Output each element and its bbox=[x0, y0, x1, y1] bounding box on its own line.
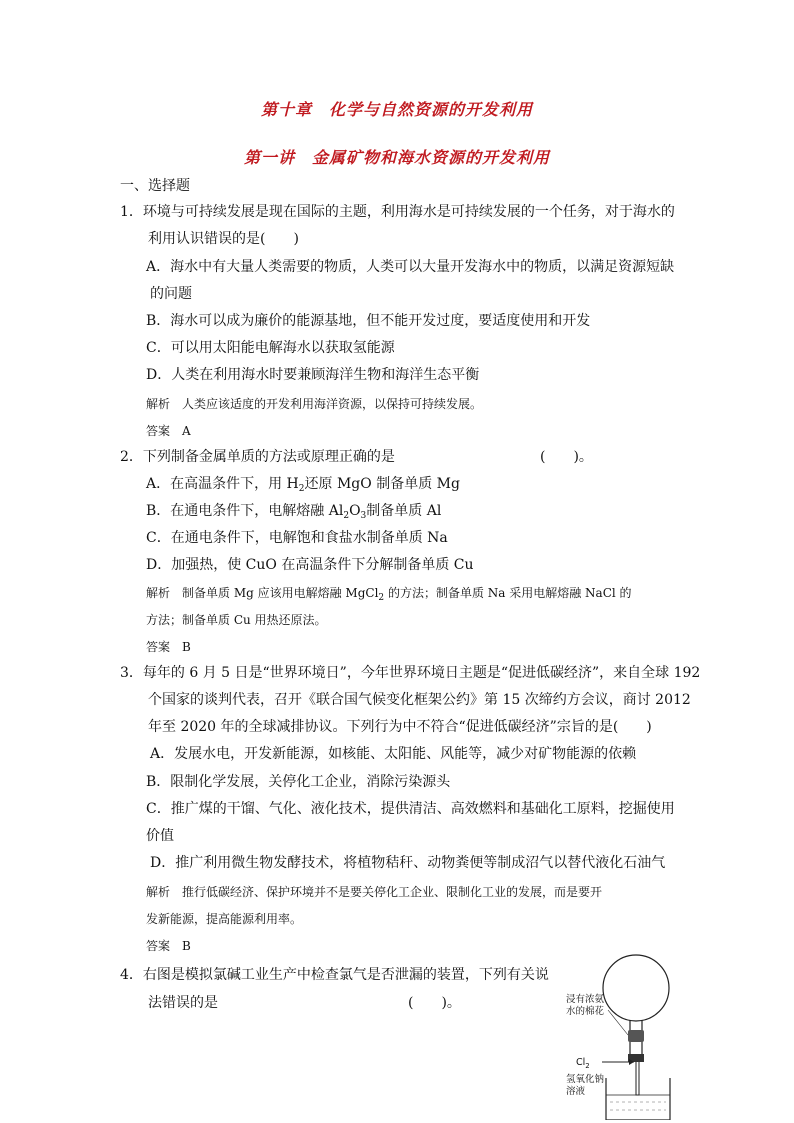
q3-option-c-line1: C．推广煤的干馏、气化、液化技术，提供清洁、高效燃料和基础化工原料，挖掘使用 bbox=[146, 801, 675, 817]
q2-analysis-sub: 2 bbox=[378, 593, 385, 603]
label-cotton-line2: 水的棉花 bbox=[566, 1006, 605, 1017]
q2-option-b-post: 制备单质 Al bbox=[366, 503, 442, 519]
q2-option-c: C．在通电条件下，电解饱和食盐水制备单质 Na bbox=[146, 530, 448, 546]
q2-option-a-post: 还原 MgO 制备单质 Mg bbox=[304, 476, 460, 492]
label-cl2-sub: 2 bbox=[585, 1062, 590, 1070]
label-cl2 bbox=[576, 1057, 590, 1070]
q3-stem-line2: 个国家的谈判代表，召开《联合国气候变化框架公约》第 15 次缔约方会议，商讨 2012 bbox=[148, 692, 691, 708]
q2-option-b bbox=[146, 502, 441, 520]
q1-answer: 答案 A bbox=[146, 424, 191, 438]
q2-analysis-pre: 解析 制备单质 Mg 应该用电解熔融 MgCl bbox=[146, 586, 379, 600]
ammonia-cotton bbox=[628, 1030, 644, 1042]
q2-answer: 答案 B bbox=[146, 640, 191, 654]
section-heading: 一、选择题 bbox=[120, 178, 190, 194]
flask-bulb bbox=[603, 955, 669, 1021]
q4-stem-line2: 法错误的是 bbox=[148, 995, 218, 1011]
q2-analysis-post: 的方法；制备单质 Na 采用电解熔融 NaCl 的 bbox=[384, 586, 632, 600]
chlorine-leak-apparatus-figure bbox=[560, 950, 690, 1120]
q2-answer-paren: ( )。 bbox=[540, 449, 593, 465]
q3-option-c-line2: 价值 bbox=[146, 828, 174, 844]
q2-analysis-line2: 方法；制备单质 Cu 用热还原法。 bbox=[146, 613, 327, 627]
q3-analysis-line1: 解析 推行低碳经济、保护环境并不是要关停化工企业、限制化工业的发展，而是要开 bbox=[146, 885, 603, 899]
chapter-title: 第十章 化学与自然资源的开发利用 bbox=[260, 100, 533, 119]
q2-option-a-sub: 2 bbox=[298, 484, 305, 494]
q4-answer-paren: ( )。 bbox=[408, 995, 461, 1011]
q2-option-b-pre: B．在通电条件下，电解熔融 Al bbox=[146, 503, 344, 519]
q1-option-b: B．海水可以成为廉价的能源基地，但不能开发过度，要适度使用和开发 bbox=[146, 313, 591, 329]
q1-stem-line2: 利用认识错误的是( ) bbox=[148, 231, 299, 247]
label-naoh-line2: 溶液 bbox=[566, 1086, 586, 1097]
q1-option-c: C．可以用太阳能电解海水以获取氢能源 bbox=[146, 340, 395, 356]
inlet-tube bbox=[636, 1062, 639, 1095]
beaker bbox=[606, 1078, 670, 1120]
q2-option-b-sub1: 2 bbox=[343, 511, 350, 521]
q2-analysis-line1 bbox=[146, 584, 632, 602]
q3-stem-line3: 年至 2020 年的全球减排协议。下列行为中不符合“促进低碳经济”宗旨的是( ) bbox=[148, 719, 652, 735]
q1-stem-line1: 1．环境与可持续发展是现在国际的主题，利用海水是可持续发展的一个任务，对于海水的 bbox=[120, 204, 675, 220]
lecture-title: 第一讲 金属矿物和海水资源的开发利用 bbox=[243, 148, 550, 167]
q2-option-b-mid: O bbox=[349, 503, 361, 519]
q2-option-b-sub2: 3 bbox=[360, 511, 367, 521]
q4-stem-line1: 4．右图是模拟氯碱工业生产中检查氯气是否泄漏的装置，下列有关说 bbox=[120, 967, 549, 983]
q1-option-a-line1: A．海水中有大量人类需要的物质，人类可以大量开发海水中的物质，以满足资源短缺 bbox=[146, 259, 675, 275]
q1-option-a-line2: 的问题 bbox=[150, 286, 192, 302]
q3-stem-line1: 3．每年的 6 月 5 日是“世界环境日”，今年世界环境日主题是“促进低碳经济”，来自全球 192 bbox=[120, 665, 701, 681]
q2-option-a-pre: A．在高温条件下，用 H bbox=[146, 476, 299, 492]
q2-option-d: D．加强热，使 CuO 在高温条件下分解制备单质 Cu bbox=[146, 557, 474, 573]
label-naoh-line1: 氢氧化钠 bbox=[566, 1074, 605, 1085]
q2-stem: 2．下列制备金属单质的方法或原理正确的是 bbox=[120, 449, 395, 465]
q3-analysis-line2: 发新能源，提高能源利用率。 bbox=[146, 912, 303, 926]
q1-analysis: 解析 人类应该适度的开发利用海洋资源，以保持可持续发展。 bbox=[146, 397, 483, 411]
q2-option-a bbox=[146, 475, 460, 493]
q3-option-d: D．推广利用微生物发酵技术，将植物秸秆、动物粪便等制成沼气以替代液化石油气 bbox=[150, 855, 666, 871]
label-cotton-line1: 浸有浓氨 bbox=[566, 994, 605, 1005]
q3-option-a: A．发展水电，开发新能源，如核能、太阳能、风能等，减少对矿物能源的依赖 bbox=[150, 746, 637, 762]
q1-option-d: D．人类在利用海水时要兼顾海洋生物和海洋生态平衡 bbox=[146, 367, 480, 383]
q3-option-b: B．限制化学发展，关停化工企业，消除污染源头 bbox=[146, 774, 451, 790]
label-cotton-leader bbox=[608, 1010, 628, 1035]
label-cl2-main: Cl bbox=[576, 1057, 586, 1068]
q3-answer: 答案 B bbox=[146, 939, 191, 953]
